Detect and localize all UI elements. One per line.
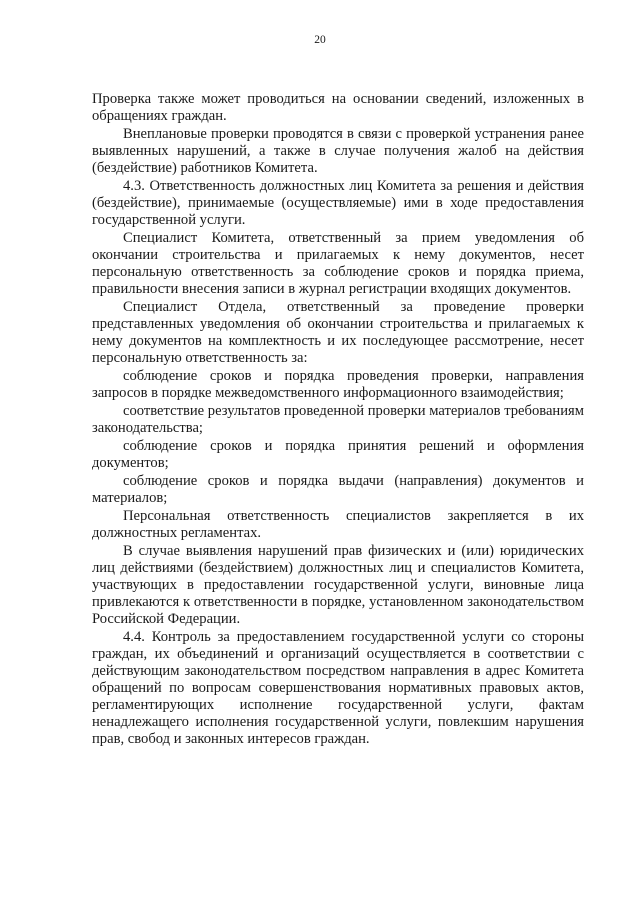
section-4-3-heading: 4.3. Ответственность должностных лиц Комитета за решения и действия (бездействие), принимаемые (осуществляемые) ими в ходе предоставления государственной услуги.: [92, 178, 584, 228]
paragraph-2: Внеплановые проверки проводятся в связи с проверкой устранения ранее выявленных нарушений, а также в случае получения жалоб на действия (бездействие) работников Комитета.: [92, 126, 584, 176]
section-4-4-paragraph: 4.4. Контроль за предоставлением государственной услуги со стороны граждан, их объединений и организаций осуществляется в соответствии с действующим законодательством посредством направления в адрес Комитета обращений по вопросам совершенствования нормативных правовых актов, регламентирующих исполнение государственной услуги, фактам ненадлежащего исполнения государственной услуги, повлекшим нарушения прав, свобод и законных интересов граждан.: [92, 629, 584, 747]
list-item-4: соблюдение сроков и порядка выдачи (направления) документов и материалов;: [92, 473, 584, 506]
page-number: 20: [314, 34, 326, 46]
paragraph-5: Специалист Отдела, ответственный за проведение проверки представленных уведомления об окончании строительства и прилагаемых к нему документов на комплектность и их последующее рассмотрение, несет персональную ответственность за:: [92, 299, 584, 366]
list-item-3: соблюдение сроков и порядка принятия решений и оформления документов;: [92, 438, 584, 471]
list-item-2: соответствие результатов проведенной проверки материалов требованиям законодательства;: [92, 403, 584, 436]
list-item-1: соблюдение сроков и порядка проведения проверки, направления запросов в порядке межведомственного информационного взаимодействия;: [92, 368, 584, 401]
document-body: [92, 91, 584, 749]
paragraph-4: Специалист Комитета, ответственный за прием уведомления об окончании строительства и прилагаемых к нему документов, несет персональную ответственность за соблюдение сроков и порядка приема, правильности внесения записи в журнал регистрации входящих документов.: [92, 230, 584, 297]
paragraph-10: Персональная ответственность специалистов закрепляется в их должностных регламентах.: [92, 508, 584, 541]
paragraph-11: В случае выявления нарушений прав физических и (или) юридических лиц действиями (бездействием) должностных лиц и специалистов Комитета, участвующих в предоставлении государственной услуги, виновные лица привлекаются к ответственности в порядке, установленном законодательством Российской Федерации.: [92, 543, 584, 627]
paragraph-1: Проверка также может проводиться на основании сведений, изложенных в обращениях граждан.: [92, 91, 584, 124]
